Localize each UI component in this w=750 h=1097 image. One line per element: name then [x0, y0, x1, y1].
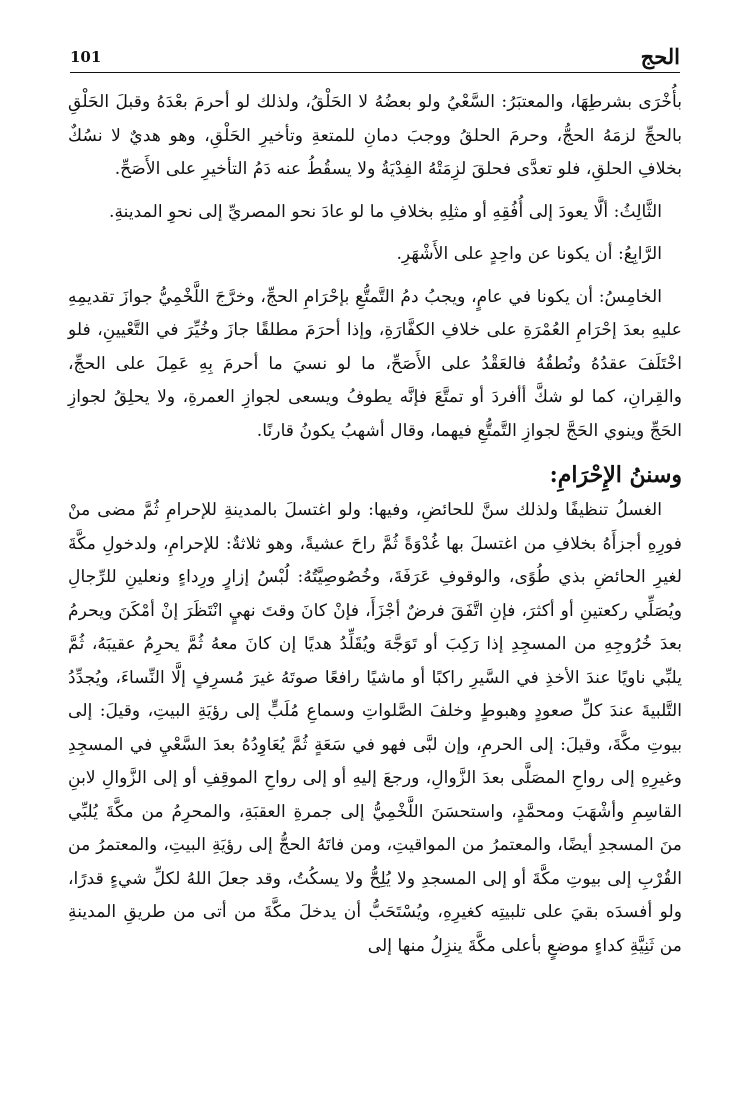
section-heading: وسننُ الإِحْرَامِ:: [549, 462, 682, 488]
paragraph-fifth-condition: الخامِسُ: أن يكونا في عامٍ، ويجبُ دمُ التَّمتُّعِ بإحْرَامِ الحجِّ، وخرَّجَ اللَّخْمِيُّ جوازَ تقديمِهِ عليهِ بعدَ إحْرَامِ العُمْرَةِ على خلافِ الكفَّارَةِ، وإذا أحرَمَ مطلقًا جازَ وخُيِّرَ في التَّعْيينِ، فلو اخْتَلَفَ عقدُهُ ونُطقُهُ فالعَقْدُ على الأَصَحِّ، ما لو نسيَ ما أحرمَ بِهِ عَمِلَ على الحجِّ، والقِرانِ، كما لو شكَّ أأفردَ أو تمتَّعَ فإنَّه يطوفُ ويسعى لجوازِ العمرةِ، ولا يحلِقُ لجوازِ الحَجِّ وينوي الحَجَّ لجوازِ التَّمتُّعِ فيهما، وقال أشهبُ يكونُ قارنًا.: [68, 286, 682, 441]
paragraph-fourth-condition: الرَّابِعُ: أن يكونا عن واحِدٍ على الأَشْهَرِ.: [396, 244, 662, 264]
paragraph-continuation: بأُخْرَى بشرطِهَا، والمعتبَرُ: السَّعْيُ ولو بعضُهُ لا الحَلْقُ، ولذلك لو أحرمَ بعْدَهُ وقبلَ الحَلْقِ بالحجِّ لزمَهُ الحجُّ، وحرمَ الحلقُ ووجبَ دمانِ للمتعةِ وتأخيرِ الحَلْقِ، وهو هديٌ لا نسُكٌ بخلافِ الحلقِ، فلو تعدَّى فحلقَ لزِمَتْهُ الفِدْيَةُ ولا يسقُطُ عنه دَمُ التأخيرِ على الأَصَحِّ.: [68, 92, 682, 179]
paragraph-third-condition: الثَّالِثُ: ألَّا يعودَ إلى أُفُقِهِ أو مثلِهِ بخلافِ ما لو عادَ نحو المصريِّ إلى نحوِ المدينةِ.: [108, 201, 662, 222]
page-body: [68, 86, 682, 972]
running-title: الحج: [640, 44, 680, 69]
paragraph-ihram-sunnahs: الغسلُ تنظيفًا ولذلك سنَّ للحائضِ، وفيها: ولو اغتسلَ بالمدينةِ للإحرامِ ثُمَّ مضى منْ فورِهِ أجزأَهُ بخلافِ من اغتسلَ بها غُدْوَةً ثُمَّ راحَ عشيةً، وهو ثلاثةٌ: للإحرامِ، ولدخولِ مكَّةَ لغيرِ الحائضِ بذي طُوًى، والوقوفِ عَرَفَةَ، وخُصُوصِيَّتُهُ: لُبْسُ إزارٍ ورِداءٍ ونعلينِ للرِّجالِ ويُصَلِّي ركعتينِ أو أكثرَ، فإنِ اتَّفَقَ فرضٌ أجْزَأَ، فإنْ كانَ وقتَ نهيٍ انْتَظَرَ إنْ أمْكَنَ ويحرمُ بعدَ خُرُوجِهِ من المسجِدِ إذا رَكِبَ أو تَوَجَّهَ ويُقَلِّدُ هديًا إن كانَ معهُ ثُمَّ يحرِمُ عقيبَهُ، ثُمَّ يلبِّي ناويًا عندَ الأخذِ في السَّيرِ راكبًا أو ماشيًا رافعًا صوتَهُ غيرَ مُسرِفٍ إلَّا النِّساءَ، ويُجدِّدُ التَّلبيةَ عندَ كلِّ صعودٍ وهبوطٍ وخلفَ الصَّلواتِ وسماعِ مُلَبٍّ إلى رؤيَةِ البيتِ، وقيلَ: إلى بيوتِ مكَّةَ، وقيلَ: إلى الحرمِ، وإن لبَّى فهو في سَعَةٍ ثُمَّ يُعَاوِدُهُ بعدَ السَّعْيِ في المسجِدِ وغيرِهِ إلى رواحِ المصَلَّى بعدَ الزَّوالِ، ورجعَ إليهِ أو إلى رواحِ الموقِفِ أو إلى الزَّوالِ لابنِ القاسِمِ وأشْهَبَ ومحمَّدٍ، واستحسَنَ اللَّخْمِيُّ إلى جمرةِ العقبَةِ، والمحرِمُ من مكَّةَ يُلبِّي منَ المسجدِ أيضًا، والمعتمرُ من المواقيتِ، ومن فاتَهُ الحجُّ إلى رؤيَةِ البيتِ، والمعتمرُ من القُرْبِ إلى بيوتِ مكَّةَ أو إلى المسجدِ ولا يُلِحُّ ولا يسكُتُ، وقد جعلَ اللهُ لكلِّ شيءٍ قدرًا، ولو أفسدَه بقيَ على تلبيتِه كغيرِهِ، ويُسْتَحَبُّ أن يدخلَ مكَّةَ من أتى من طريقِ المدينةِ من ثَنِيَّةِ كداءٍ موضعٍ بأعلى مكَّةَ ينزِلُ منها إلى: [68, 500, 682, 956]
page-header: [70, 42, 680, 73]
page-number: 101: [70, 48, 102, 66]
